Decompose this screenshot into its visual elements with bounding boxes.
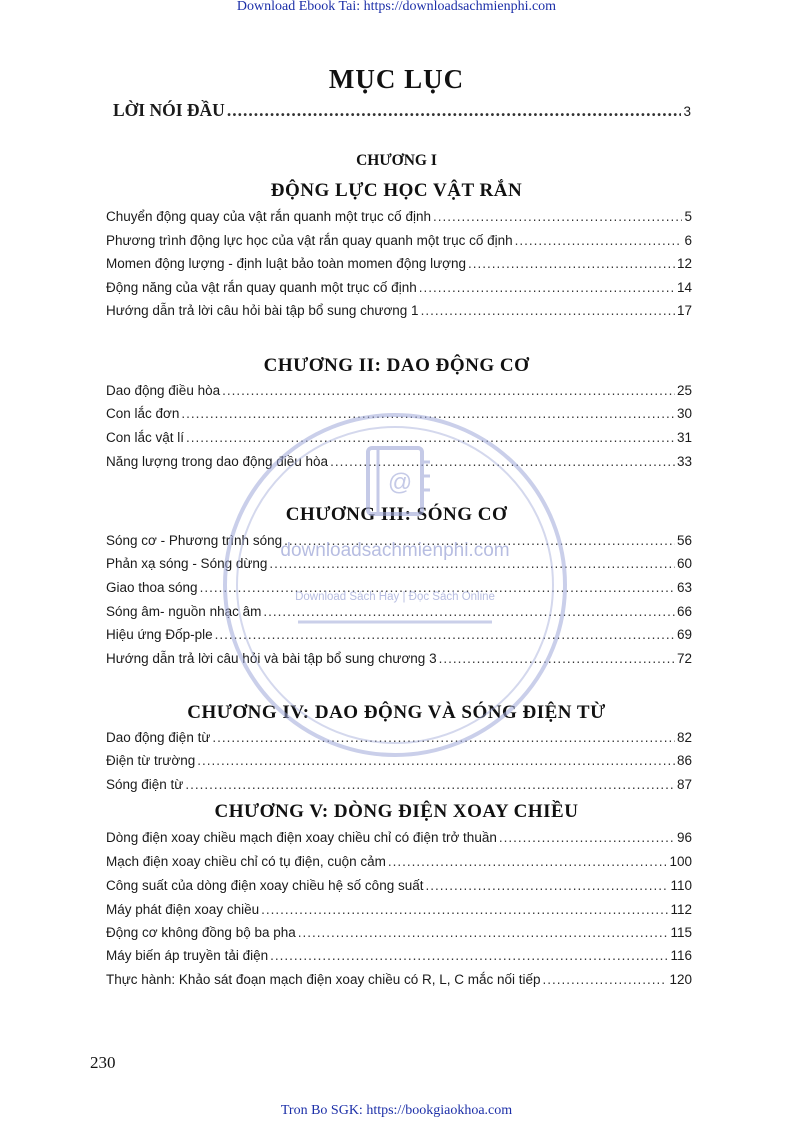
toc-entry-label: LỜI NÓI ĐẦU xyxy=(113,100,225,120)
watermark-site: downloadsachmienphi.com xyxy=(280,540,510,561)
svg-text:@: @ xyxy=(387,469,413,496)
toc-entry-label: Mạch điện xoay chiều chỉ có tụ điện, cuộn cảm xyxy=(106,854,386,869)
toc-entry[interactable] xyxy=(106,383,692,398)
toc-entry-page: 116 xyxy=(670,948,692,963)
page-number: 230 xyxy=(90,1053,116,1072)
toc-entry-page: 3 xyxy=(683,104,691,119)
book-at-icon xyxy=(368,448,430,514)
dot-leader xyxy=(499,830,675,845)
toc-entry-page: 30 xyxy=(676,406,692,421)
toc-entry-label: Thực hành: Khảo sát đoạn mạch điện xoay chiều có R, L, C mắc nối tiếp xyxy=(106,972,541,987)
dot-leader xyxy=(468,256,675,271)
toc-entry[interactable] xyxy=(106,830,692,845)
toc-entry[interactable] xyxy=(106,303,692,318)
toc-entry-page: 63 xyxy=(676,580,692,595)
dot-leader xyxy=(227,100,682,121)
toc-entry-label: Phản xạ sóng - Sóng dừng xyxy=(106,556,268,571)
page-title: MỤC LỤC xyxy=(328,64,465,94)
toc-entry-label: Con lắc đơn xyxy=(106,406,180,421)
dot-leader xyxy=(185,777,675,792)
toc-entry-page: 115 xyxy=(670,925,692,940)
chapter-1-label: CHƯƠNG I xyxy=(356,152,437,169)
toc-entry[interactable] xyxy=(106,948,692,963)
footer-sgk-link[interactable]: Tron Bo SGK: https://bookgiaokhoa.com xyxy=(280,1103,513,1118)
toc-entry-label: Phương trình động lực học của vật rắn quay quanh một trục cố định xyxy=(106,233,513,248)
toc-entry-page: 112 xyxy=(670,902,692,917)
toc-entry-label: Momen động lượng - định luật bảo toàn momen động lượng xyxy=(106,256,466,271)
toc-entry-page: 66 xyxy=(676,604,692,619)
toc-entry-page: 72 xyxy=(676,651,692,666)
toc-entry-label: Máy phát điện xoay chiều xyxy=(106,902,260,917)
toc-entry-label: Dòng điện xoay chiều mạch điện xoay chiều chỉ có điện trở thuần xyxy=(106,830,497,845)
chapter-4-title: CHƯƠNG IV: DAO ĐỘNG VÀ SÓNG ĐIỆN TỪ xyxy=(187,702,606,723)
chapter-3-title: CHƯƠNG III: SÓNG CƠ xyxy=(285,504,508,525)
dot-leader xyxy=(515,233,683,248)
toc-entry-label: Hiệu ứng Đốp-ple xyxy=(106,627,213,642)
toc-entry-page: 120 xyxy=(669,972,692,987)
toc-entry[interactable] xyxy=(106,972,692,987)
toc-entry[interactable] xyxy=(106,233,692,248)
dot-leader xyxy=(433,209,683,224)
toc-entry-page: 6 xyxy=(684,233,692,248)
toc-entry-label: Động cơ không đồng bộ ba pha xyxy=(106,925,296,940)
toc-entry-page: 100 xyxy=(669,854,692,869)
toc-entry-page: 87 xyxy=(676,777,692,792)
dot-leader xyxy=(270,948,668,963)
toc-entry[interactable] xyxy=(106,777,692,792)
toc-entry-preface[interactable] xyxy=(113,100,691,121)
toc-entry-page: 33 xyxy=(676,454,692,469)
toc-entry-page: 12 xyxy=(676,256,692,271)
toc-entry[interactable] xyxy=(106,209,692,224)
toc-entry-label: Máy biến áp truyền tải điện xyxy=(106,948,269,963)
toc-entry-label: Sóng cơ - Phương trình sóng xyxy=(106,533,283,548)
toc-entry-label: Động năng của vật rắn quay quanh một trục cố định xyxy=(106,280,417,295)
dot-leader xyxy=(543,972,668,987)
toc-entry-label: Dao động điều hòa xyxy=(106,383,221,398)
dot-leader xyxy=(388,854,668,869)
toc-entry[interactable] xyxy=(106,854,692,869)
dot-leader xyxy=(222,383,675,398)
toc-entry-label: Chuyển động quay của vật rắn quanh một trục cố định xyxy=(106,209,431,224)
chapter-5-title: CHƯƠNG V: DÒNG ĐIỆN XOAY CHIỀU xyxy=(214,801,579,822)
toc-entry-label: Công suất của dòng điện xoay chiều hệ số công suất xyxy=(106,878,424,893)
toc-entry-page: 86 xyxy=(676,753,692,768)
toc-entry-label: Hướng dẫn trả lời câu hỏi và bài tập bổ sung chương 3 xyxy=(106,651,437,666)
toc-entry[interactable] xyxy=(106,878,692,893)
toc-entry-label: Con lắc vật lí xyxy=(106,430,185,445)
toc-entry-page: 69 xyxy=(676,627,692,642)
watermark-tagline: Download Sách Hay | Đọc Sách Online xyxy=(295,591,495,603)
toc-entry-page: 60 xyxy=(676,556,692,571)
toc-entry-page: 14 xyxy=(676,280,692,295)
toc-entry[interactable] xyxy=(106,256,692,271)
chapter-1-title: ĐỘNG LỰC HỌC VẬT RẮN xyxy=(270,180,523,201)
toc-entry-label: Năng lượng trong dao động điều hòa xyxy=(106,454,329,469)
toc-entry-label: Sóng điện từ xyxy=(106,777,184,792)
watermark-logo xyxy=(220,410,570,760)
dot-leader xyxy=(421,303,675,318)
toc-entry-page: 56 xyxy=(676,533,692,548)
header-download-link[interactable]: Download Ebook Tai: https://downloadsachmienphi.com xyxy=(236,0,557,14)
toc-entry-page: 25 xyxy=(676,383,692,398)
toc-entry-page: 31 xyxy=(676,430,692,445)
toc-entry-label: Giao thoa sóng xyxy=(106,580,198,595)
dot-leader xyxy=(261,902,668,917)
chapter-2-title: CHƯƠNG II: DAO ĐỘNG CƠ xyxy=(263,355,530,376)
toc-entry-page: 5 xyxy=(684,209,692,224)
toc-entry-page: 82 xyxy=(676,730,692,745)
toc-entry[interactable] xyxy=(106,902,692,917)
dot-leader xyxy=(298,925,669,940)
toc-entry-label: Sóng âm- nguồn nhạc âm xyxy=(106,604,262,619)
dot-leader xyxy=(425,878,668,893)
dot-leader xyxy=(419,280,675,295)
toc-entry[interactable] xyxy=(106,925,692,940)
toc-entry-page: 96 xyxy=(676,830,692,845)
toc-entry-label: Dao động điện từ xyxy=(106,730,211,745)
toc-entry-page: 17 xyxy=(676,303,692,318)
toc-entry[interactable] xyxy=(106,280,692,295)
toc-entry-label: Điện từ trường xyxy=(106,753,196,768)
toc-entry-label: Hướng dẫn trả lời câu hỏi bài tập bổ sung chương 1 xyxy=(106,303,419,318)
toc-entry-page: 110 xyxy=(670,878,692,893)
